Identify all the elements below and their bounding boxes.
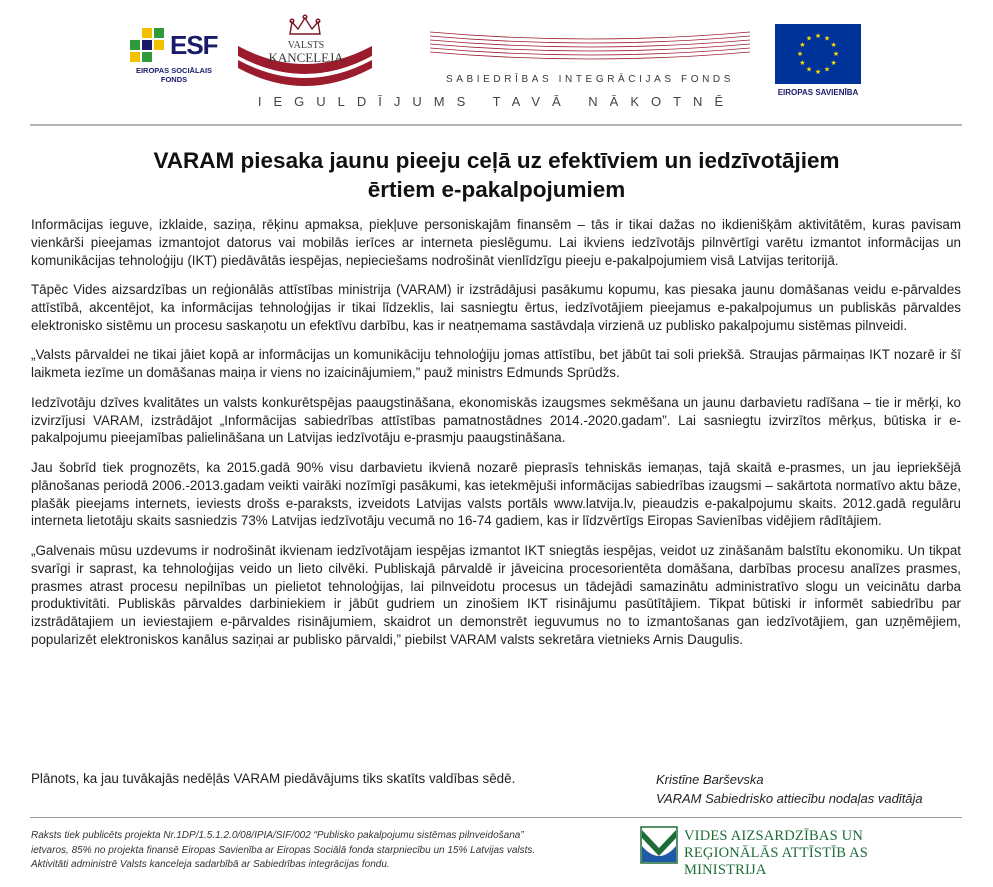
svg-text:★: ★ xyxy=(823,34,831,43)
svg-text:★: ★ xyxy=(796,50,804,58)
article-paragraph: „Valsts pārvaldei ne tikai jāiet kopā ar informācijas un komunikāciju tehnoloģiju jomas attīstību, bet jābūt tai soli priekšā. Straujas pārmaiņas IKT nozarē ir šī laikmeta iezīme un domāšanas maiņa ir viens no izaicinājumiem,” pauž ministrs Edmunds Sprūdžs. xyxy=(31,347,961,381)
logo-row xyxy=(0,10,993,97)
svg-text:★: ★ xyxy=(814,32,822,40)
esf-logo xyxy=(128,20,218,86)
sif-logo xyxy=(430,20,750,90)
svg-text:★: ★ xyxy=(823,65,831,74)
article-paragraph: Tāpēc Vides aizsardzības un reģionālās attīstības ministrija (VARAM) ir izstrādājusi pasākumu kopumu, kas piesaka jaunu domāšanas veidu e-pārvaldes attīstībā, akcentējot, ka informācijas tehnoloģijas ir tikai līdzeklis, lai sasniegtu ērtus, iedzīvotājiem pieejamus e-pakalpojumus un publiskās pārvaldes elektronisko sistēmu un procesu saskaņotu un efektīvu darbību, kas ir neatņemama sastāvdaļa virzienā uz publisko pakalpojumu sistēmas pilnveidi. xyxy=(31,282,961,333)
article-title: VARAM piesaka jaunu pieeju ceļā uz efektīviem un iedzīvotājiem ērtiem e-pakalpojumiem xyxy=(153,148,840,202)
svg-text:★: ★ xyxy=(799,41,806,49)
varam-emblem-icon xyxy=(640,826,678,864)
svg-text:★: ★ xyxy=(805,65,813,74)
kanceleja-wordmark: VALSTS KANCELEJA xyxy=(268,40,344,65)
sif-wave-lines-icon xyxy=(430,20,750,70)
varam-logo xyxy=(640,826,950,878)
svg-text:★: ★ xyxy=(832,50,840,58)
signature xyxy=(656,770,923,808)
svg-text:★: ★ xyxy=(830,59,837,67)
svg-text:★: ★ xyxy=(830,41,837,49)
eu-logo xyxy=(775,24,861,100)
article-paragraph: „Galvenais mūsu uzdevums ir nodrošināt ikvienam iedzīvotājam iespējas izmantot IKT sniegtās iespējas, veidot uz zināšanām balstītu ekonomiku. Un tikpat svarīgi ir saprast, ka tehnoloģijas veido un lieto cilvēki. Publiskajā pārvaldē ir jāveicina procesorientēta domāšana, darbības procesu analīzes prasmes, prasmes atrast procesu nepilnības un pielietot tehnoloģijas, lai pilnveidotu procesus un tādejādi samazinātu administratīvo slogu un veicinātu darba produktivitāti. Publiskās pārvaldes darbiniekiem ir jābūt gudriem un zinošiem IKT risinājumu pasūtītājiem. Tikpat būtiski ir informēt sabiedrību par izstrādātajiem un ieviestajiem e-pārvaldes risinājumiem, skaidrot un demonstrēt ieguvumus no to izmantošanas gan iedzīvotājiem, gan uzņēmējiem, popularizēt elektroniskos kanālus saziņai ar publisko pārvaldi,” piebilst VARAM valsts sekretāra vietnieks Arnis Daugulis. xyxy=(31,542,961,647)
funding-note: Raksts tiek publicēts projekta Nr.1DP/1.5.1.2.0/08/IPIA/SIF/002 “Publisko pakalpojumu sistēmas pilnveidošana” ietvaros, 85% no projekta finansē Eiropas Savienība ar Eiropas Sociālā fonda starpniecību un 15% Latvijas valsts. Aktivitāti administrē Valsts kanceleja sadarbībā ar Sabiedrības integrācijas fondu. xyxy=(31,830,536,870)
esf-squares-icon xyxy=(130,28,164,62)
closing-sentence: Plānots, ka jau tuvākajās nedēļās VARAM piedāvājums tiks skatīts valdības sēdē. xyxy=(31,771,516,786)
article-body xyxy=(31,216,961,661)
article-paragraph: Iedzīvotāju dzīves kvalitātes un valsts konkurētspējas paaugstināšana, ekonomiskās izaugsmes sekmēšana un jaunu darbavietu radīšana – tie ir mērķi, ko izvirzījusi VARAM, izstrādājot „Informācijas sabiedrības attīstības pamatnostādnes 2014.-2020.gadam”. Lai sasniegtu izvirzītos mērķus, būtiska ir e-pakalpojumu pieejamības palielināšana un Latvijas iedzīvotāju e-prasmju paaugstināšana. xyxy=(31,394,961,446)
esf-caption: EIROPAS SOCIĀLAIS FONDS xyxy=(135,66,213,84)
footer-divider xyxy=(30,817,962,818)
valsts-kanceleja-logo xyxy=(230,12,380,90)
signature-role: VARAM Sabiedrisko attiecību nodaļas vadītāja xyxy=(656,791,923,806)
varam-wordmark: VIDES AIZSARDZĪBAS UN REĢIONĀLĀS ATTĪSTĪB AS MINISTRIJA xyxy=(684,828,869,878)
svg-text:★: ★ xyxy=(799,59,806,67)
eu-caption: EIROPAS SAVIENĪBA xyxy=(777,88,859,97)
header-divider xyxy=(30,124,962,126)
svg-text:★: ★ xyxy=(805,34,813,43)
slogan: IEGULDĪJUMS TAVĀ NĀKOTNĒ xyxy=(257,94,736,109)
signature-name: Kristīne Barševska xyxy=(656,772,764,787)
eu-flag-icon xyxy=(775,24,861,84)
article-paragraph: Jau šobrīd tiek prognozēts, ka 2015.gadā 90% visu darbavietu ikvienā nozarē pieprasīs tehniskās iemaņas, tajā skaitā e-prasmes, un jau iepriekšējā plānošanas periodā 2006.-2013.gadam veikti vairāki nozīmīgi pasākumi, kas ietekmējuši informācijas sabiedrības izaugsmi – sakārtota normatīvo aktu bāze, plašāk pieejams internets, ieviests drošs e-paraksts, izveidots Latvijas valsts portāls www.latvija.lv, pieaudzis e-pakalpojumu skaits. 2012.gadā regulāru interneta lietotāju skaits sasniedzis 73% Latvijas iedzīvotāju vecumā no 16-74 gadiem, kas ir līdzvērtīgs Eiropas Savienības vidējiem rādītājiem. xyxy=(31,459,961,529)
article-paragraph: Informācijas ieguve, izklaide, saziņa, rēķinu apmaksa, piekļuve personiskajām finansēm – tās ir tikai dažas no ikdienišķām aktivitātēm, kuras pavisam vienkārši pieejamas izmantojot datorus vai mobilās ierīces ar interneta pieslēgumu. Lai ikviens iedzīvotājs pilnvērtīgi varētu izmantot informācijas un komunikācijas tehnoloģiju (IKT) piedāvātās iespējas, nepieciešams nodrošināt vienlīdzīgu pieeju e-pakalpojumiem visā Latvijas teritorijā. xyxy=(31,217,961,268)
esf-wordmark: ESF xyxy=(170,30,218,60)
svg-text:★: ★ xyxy=(814,68,822,76)
sif-wordmark: SABIEDRĪBAS INTEGRĀCIJAS FONDS xyxy=(445,74,735,85)
